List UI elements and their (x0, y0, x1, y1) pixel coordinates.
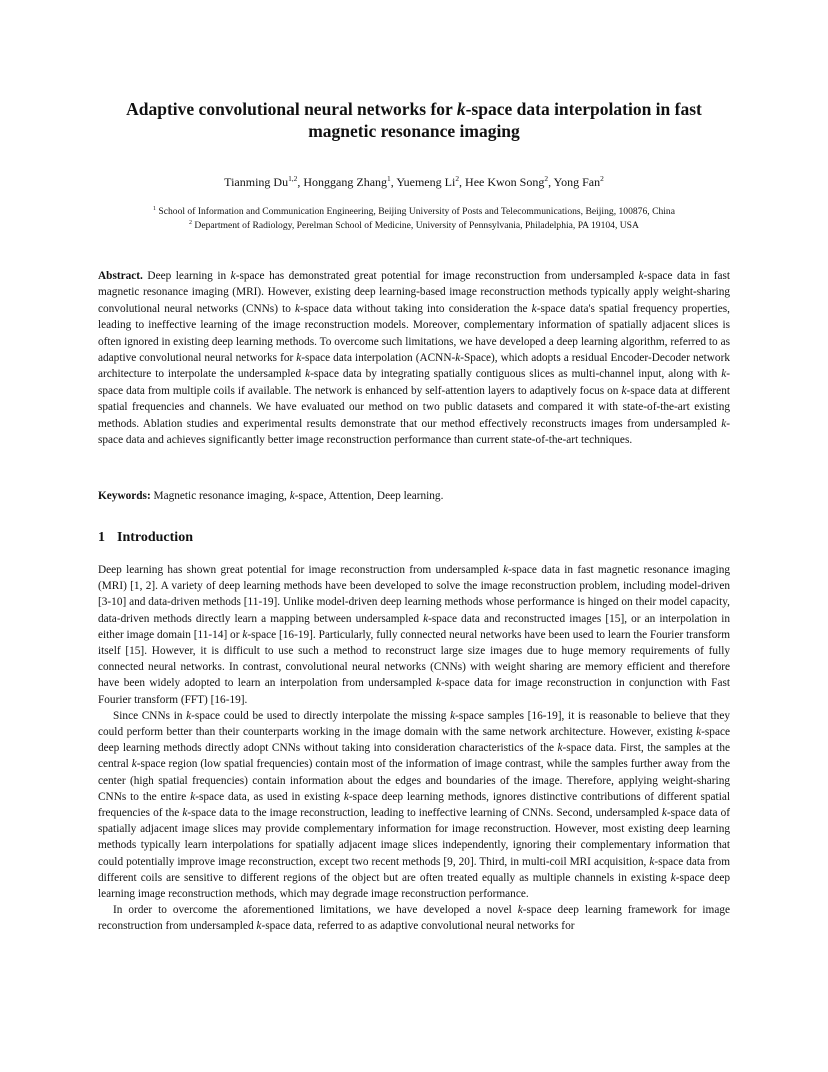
author-list: Tianming Du$^{1,2}$, Honggang Zhang$^1$, Yuemeng Li$^2$, Hee Kwon Song$^2$, Yong Fan$^2$ (224, 174, 604, 189)
author: Tianming Du$^{1,2}$ (224, 174, 298, 189)
abstract-label: Abstract. (98, 270, 143, 282)
affiliation: $^1$ School of Information and Communication Engineering, Beijing University of Posts and Telecommunications, Beijing, 100876, China (153, 205, 675, 217)
affiliation: $^2$ Department of Radiology, Perelman School of Medicine, University of Pennsylvania, Philadelphia, PA 19104, USA (189, 219, 639, 231)
section-title: Introduction (117, 530, 193, 545)
author: Hee Kwon Song$^2$ (465, 174, 549, 189)
paragraph: In order to overcome the aforementioned limitations, we have developed a novel k-space deep learning framework for image reconstruction from undersampled k-space data, referred to as adaptive convolutional neural networks for (98, 904, 730, 933)
abstract (98, 268, 730, 448)
section-heading (98, 529, 730, 547)
keywords-text: Magnetic resonance imaging, k-space, Attention, Deep learning. (153, 490, 444, 502)
section-number: 1 (98, 530, 105, 545)
author: Honggang Zhang$^1$ (303, 174, 391, 189)
paragraph: Since CNNs in k-space could be used to directly interpolate the missing k-space samples [16-19], it is reasonable to believe that they could perform better than their counterparts working in the image domain with the same network architecture. However, existing k-space deep learning methods directly adopt CNNs without taking into consideration characteristics of the k-space data. First, the samples at the central k-space region (low spatial frequencies) contain most of the information of image contrast, while the samples further away from the center (high spatial frequencies) contain information about the edges and boundaries of the image. Therefore, applying weight-sharing CNNs to the entire k-space data, as used in existing k-space deep learning methods, ignores distinctive contributions of different spatial frequencies of the k-space data to the image reconstruction, leading to ineffective learning of CNNs. Second, undersampled k-space data of spatially adjacent image slices may provide complementary information for image reconstruction. However, most existing deep learning methods typically learn interpolations for spatially adjacent image slices independently, ignoring their complementary information that could potentially improve image reconstruction, except two recent methods [9, 20]. Third, in multi-coil MRI acquisition, k-space data from different coils are sensitive to different regions of the object but are often treated equally as multiple channels in existing k-space deep learning image reconstruction methods, which may degrade image reconstruction performance. (98, 709, 731, 901)
author: Yong Fan$^2$ (553, 174, 604, 189)
author: Yuemeng Li$^2$ (396, 174, 460, 189)
paragraph: Deep learning has shown great potential for image reconstruction from undersampled k-space data in fast magnetic resonance imaging (MRI) [1, 2]. A variety of deep learning methods have been developed to solve the image reconstruction problem, including model-driven [3-10] and data-driven methods [11-19]. Unlike model-driven deep learning methods whose performance is hinged on their model capacity, data-driven methods directly learn a mapping between undersampled k-space data and reconstructed images [15], or an interpolation in either image domain [11-14] or k-space [16-19]. Particularly, fully connected neural networks have been used to learn the Fourier transform itself [15]. However, it is difficult to use such a method to reconstruct large size images due to huge memory requirements of fully connected neural networks. In contrast, convolutional neural networks (CNNs) with weight sharing are memory efficient and therefore have been widely adopted to learn an interpolation from undersampled k-space data for image reconstruction in conjunction with Fast Fourier transform (FFT) [16-19]. (98, 564, 730, 706)
introduction-body (98, 562, 730, 935)
keywords (98, 488, 730, 504)
abstract-text: Deep learning in k-space has demonstrated great potential for image reconstruction from undersampled k-space data in fast magnetic resonance imaging (MRI). However, existing deep learning-based image reconstruction methods typically apply weight-sharing convolutional neural networks (CNNs) to k-space data without taking into consideration the k-space data's spatial frequency properties, leading to ineffective learning of the image reconstruction models. Moreover, complementary information of spatially adjacent slices is often ignored in existing deep learning methods. To overcome such limitations, we have developed a deep learning algorithm, referred to as adaptive convolutional neural networks for k-space data interpolation (ACNN-k-Space), which adopts a residual Encoder-Decoder network architecture to interpolate the undersampled k-space data by integrating spatially contiguous slices as multi-channel input, along with k-space data from multiple coils if available. The network is enhanced by self-attention layers to adaptively focus on k-space data at different spatial frequencies and channels. We have evaluated our method on two public datasets and compared it with state-of-the-art existing methods. Ablation studies and experimental results demonstrate that our method effectively reconstructs images from undersampled k-space data and achieves significantly better image reconstruction performance than current state-of-the-art techniques. (98, 270, 731, 447)
keywords-label: Keywords: (98, 490, 151, 502)
affiliations (90, 205, 738, 233)
paper-title: Adaptive convolutional neural networks for k-space data interpolation in fast magnetic resonance imaging (126, 99, 702, 141)
